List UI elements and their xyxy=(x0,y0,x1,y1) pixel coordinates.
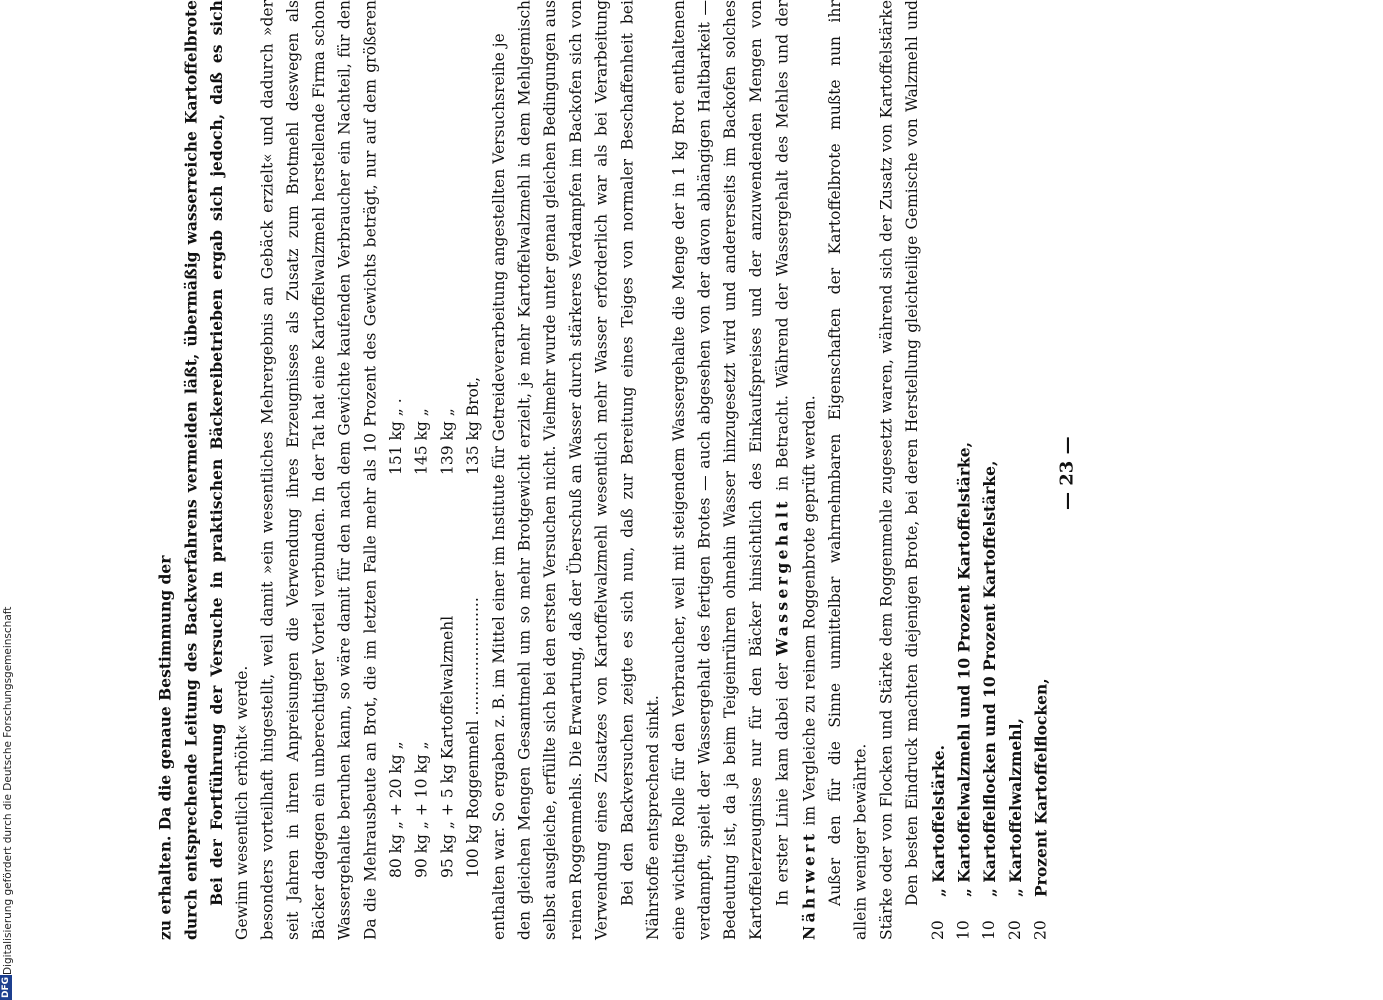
dfg-logo: DFG xyxy=(1,976,11,998)
yield-table xyxy=(384,0,487,940)
paragraph: Bei der Fortführung der Versuche in praktischen Bäckereibetrieben ergab sich jedoch, daß es sich durch entsprechende Leitung des Backverfahrens vermeiden läßt, übermäßig wasserreiche Kartoffelbrote zu erhalten. Da die genaue Bestimmung der xyxy=(155,0,227,940)
table-row: 95 kg „ + 5 kg Kartoffelwalzmehl 139 kg „ xyxy=(438,408,457,878)
table-row: 80 kg „ + 20 kg „ 151 kg „ . xyxy=(387,398,406,878)
emphasis-naehrwert: Nährwert xyxy=(799,830,819,940)
digitization-credit xyxy=(0,604,16,1000)
page-number: — 23 — xyxy=(1056,436,1078,510)
paragraph: In erster Linie kam dabei der Wassergehalt in Betracht. Während der Wassergehalt des Mehles und der Kartoffelerzeugnisse nur für den Bäcker hinsichtlich des Einkaufspreises und der anzuwendenden Mengen von Bedeutung ist, da ja beim Teigeinrühren ohnehin Wasser hinzugesetzt wird und andererseits im Backofen solches verdampft, spielt der Wassergehalt des fertigen Brotes — auch abgesehen von der davon abhängigen Haltbarkeit — eine wichtige Rolle für den Verbraucher, weil mit steigendem Wassergehalte die Menge der in 1 kg Brot enthaltenen Nährstoffe entsprechend sinkt. xyxy=(644,0,792,940)
paragraph: Den besten Eindruck machten diejenigen Brote, bei deren Herstellung gleichteilige Gemische von Walzmehl und Stärke oder von Flocken und Stärke dem Roggenmehle zugesetzt waren, während sich der Zusatz von Kartoffelstärke allein weniger bewährte. xyxy=(851,0,922,940)
table-row: 90 kg „ + 10 kg „ 145 kg „ xyxy=(412,408,431,878)
list-item: 20 „ Kartoffelstärke. xyxy=(928,744,948,940)
ratio-list xyxy=(926,0,1055,940)
emphasis-wassergehalt: Wassergehalt xyxy=(772,498,792,656)
paragraph: Außer den für die Sinne unmittelbar wahrnehmbaren Eigenschaften der Kartoffelbrote mußte nun ihr Nährwert im Vergleiche zu reinem Roggenbrote geprüft werden. xyxy=(799,0,844,940)
document-page xyxy=(140,0,1080,980)
list-item: 20 Prozent Kartoffelflocken, xyxy=(1031,678,1051,940)
list-item: 20 „ Kartoffelwalzmehl, xyxy=(1005,717,1025,940)
list-item: 10 „ Kartoffelflocken und 10 Prozent Kartoffelstärke, xyxy=(980,460,1000,940)
table-row: 100 kg Roggenmehl ........................ 135 kg Brot, xyxy=(464,376,483,878)
page-content xyxy=(140,0,1080,980)
credit-text: Digitalisierung gefördert durch die Deutsche Forschungsgemeinschaft xyxy=(2,606,14,975)
paragraph: Da die Mehrausbeute an Brot, die im letzten Falle mehr als 10 Prozent des Gewichts beträgt, nur auf dem größeren Wassergehalte beruhen kann, so wäre damit für den nach dem Gewichte kaufenden Verbraucher ein Nachteil, für den Bäcker dagegen ein unberechtigter Vorteil verbunden. In der Tat hat eine Kartoffelwalzmehl herstellende Firma schon seit Jahren in ihren Anpreisungen die Verwendung ihres Erzeugnisses als Zusatz zum Brotmehl deswegen als besonders vorteilhaft hingestellt, weil damit »ein wesentliches Mehrergebnis an Gebäck erzielt« und dadurch »der Gewinn wesentlich erhöht« werde. xyxy=(232,0,380,940)
list-item: 10 „ Kartoffelwalzmehl und 10 Prozent Kartoffelstärke, xyxy=(954,441,974,940)
paragraph: Bei den Backversuchen zeigte es sich nun, daß zur Bereitung eines Teiges von normaler Beschaffenheit bei Verwendung eines Zusatzes von Kartoffelwalzmehl wesentlich mehr Wasser erforderlich war als bei Verarbeitung reinen Roggenmehls. Die Erwartung, daß der Überschuß an Wasser durch stärkeres Verdampfen im Backofen sich von selbst ausgleiche, erfüllte sich bei den ersten Versuchen nicht. Vielmehr wurde unter genau gleichen Bedingungen aus den gleichen Mengen Gesamtmehl um so mehr Brotgewicht erzielt, je mehr Kartoffelwalzmehl in dem Mehlgemisch enthalten war. So ergaben z. B. im Mittel einer im Institute für Getreideverarbeitung angestellten Versuchsreihe je xyxy=(489,0,637,940)
